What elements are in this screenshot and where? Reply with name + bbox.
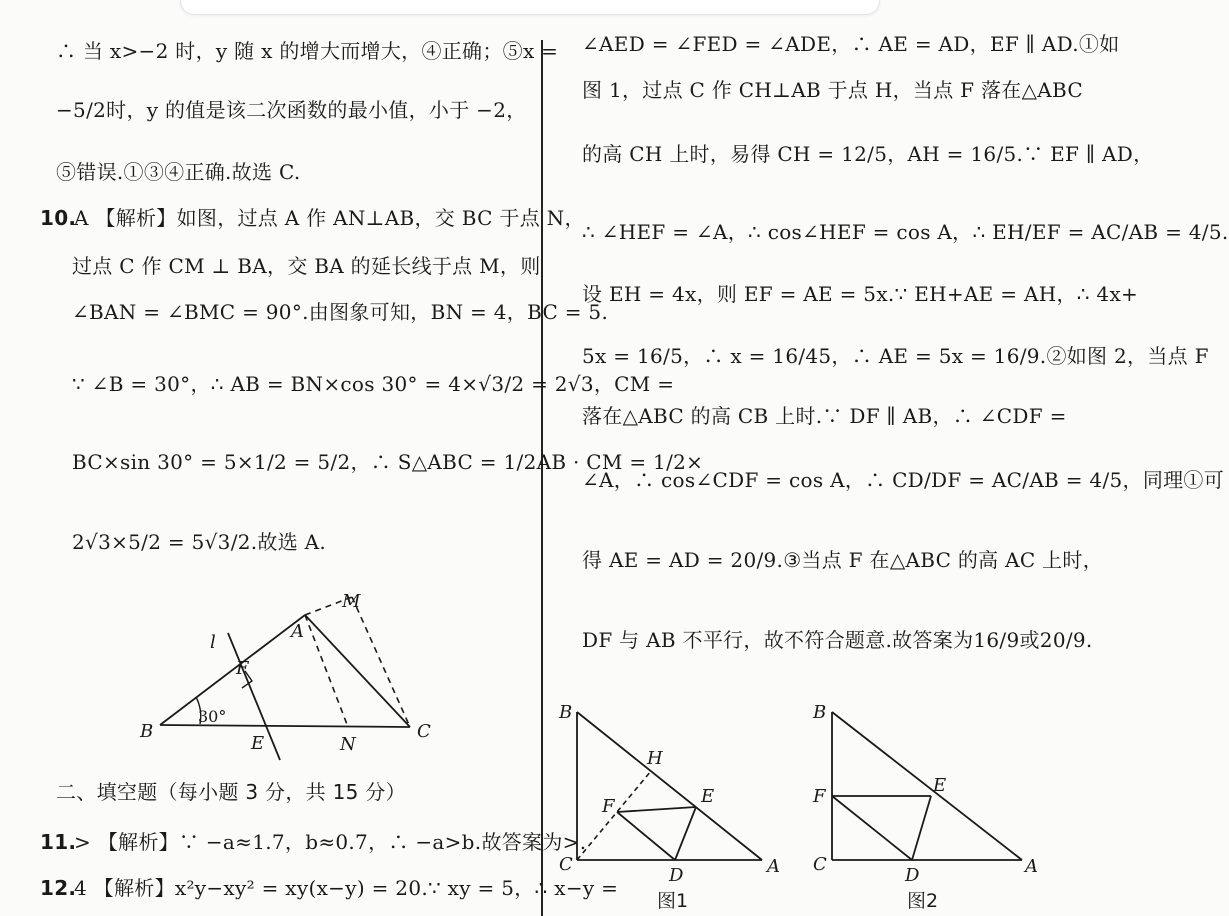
section-title: 二、填空题（每小题 3 分，共 15 分） [56, 780, 406, 804]
fig2-segment-fd [832, 796, 912, 860]
left-line-9: 2√3×5/2 = 5√3/2.故选 A. [72, 530, 327, 554]
point-a-label: A [291, 621, 304, 642]
top-toolbar [180, 0, 880, 15]
right-line-7: 落在△ABC 的高 CB 上时.∵ DF ∥ AB，∴ ∠CDF = [582, 404, 1067, 428]
fig2-segment-ed [912, 796, 931, 860]
figure-2-caption: 图2 [907, 890, 939, 912]
fig2-point-f: F [813, 786, 826, 807]
point-b-label: B [140, 721, 154, 742]
figure-1 [557, 700, 797, 885]
fig1-point-a: A [767, 856, 780, 877]
fig2-point-b: B [813, 702, 827, 723]
fig1-segment-fe [617, 807, 696, 812]
fig1-point-f: F [602, 796, 615, 817]
right-line-9: 得 AE = AD = 20/9.③当点 F 在△ABC 的高 AC 上时， [582, 548, 1104, 572]
right-line-5: 设 EH = 4x，则 EF = AE = 5x.∵ EH+AE = AH，∴ 4x+ [582, 282, 1139, 306]
segment-ba [160, 615, 305, 725]
q12-number: 12. [40, 876, 77, 900]
point-c-label: C [417, 721, 431, 742]
line-l-label: l [210, 632, 216, 653]
fig2-point-e: E [933, 775, 947, 796]
left-line-2: −5/2时，y 的值是该二次函数的最小值，小于 −2， [56, 98, 527, 122]
fig1-segment-ed [675, 807, 696, 860]
right-line-6: 5x = 16/5，∴ x = 16/45，∴ AE = 5x = 16/9.②如图 2，当点 F [582, 344, 1209, 368]
fig1-segment-ba [577, 712, 762, 860]
fig1-point-c: C [559, 854, 573, 875]
right-line-8: ∠A，∴ cos∠CDF = cos A，∴ CD/DF = AC/AB = 4/5，同理①可 [582, 468, 1225, 492]
column-divider [541, 40, 543, 916]
fig1-point-b: B [559, 702, 573, 723]
fig2-segment-ba [832, 712, 1022, 860]
point-e-label: E [251, 733, 265, 754]
right-line-2: 图 1，过点 C 作 CH⊥AB 于点 H，当点 F 落在△ABC [582, 78, 1083, 102]
fig2-point-d: D [905, 865, 920, 886]
segment-ac [305, 615, 410, 727]
left-line-1: ∴ 当 x>−2 时，y 随 x 的增大而增大，④正确；⑤x = [56, 39, 559, 63]
q11-number: 11. [40, 830, 77, 854]
right-line-1: ∠AED = ∠FED = ∠ADE，∴ AE = AD，EF ∥ AD.①如 [582, 32, 1120, 56]
fig2-point-a: A [1025, 856, 1038, 877]
q11-text: > 【解析】∵ −a≈1.7，b≈0.7，∴ −a>b.故答案为>. [74, 830, 587, 854]
point-m-label: M [342, 591, 361, 612]
left-line-3: ⑤错误.①③④正确.故选 C. [56, 160, 301, 184]
dashed-mc [352, 597, 410, 727]
left-line-6: ∠BAN = ∠BMC = 90°.由图象可知，BN = 4，BC = 5. [72, 300, 609, 324]
right-line-10: DF 与 AB 不平行，故不符合题意.故答案为16/9或20/9. [582, 628, 1093, 652]
fig1-point-h: H [647, 748, 663, 769]
dashed-an [305, 615, 348, 727]
fig1-point-e: E [701, 786, 715, 807]
q10-number: 10. [40, 206, 77, 230]
right-line-3: 的高 CH 上时，易得 CH = 12/5，AH = 16/5.∵ EF ∥ AD， [582, 142, 1154, 166]
figure-q10 [130, 585, 450, 785]
point-f-label: F [236, 658, 249, 679]
left-line-8: BC×sin 30° = 5×1/2 = 5/2，∴ S△ABC = 1/2AB · CM = 1/2× [72, 450, 704, 474]
right-line-4: ∴ ∠HEF = ∠A，∴ cos∠HEF = cos A，∴ EH/EF = AC/AB = 4/5. [582, 220, 1229, 244]
left-line-4: A 【解析】如图，过点 A 作 AN⊥AB，交 BC 于点 N， [74, 206, 585, 230]
figure-1-caption: 图1 [657, 890, 689, 912]
fig2-point-c: C [813, 854, 827, 875]
q12-text: 4 【解析】x²y−xy² = xy(x−y) = 20.∵ xy = 5，∴ x−y = [74, 876, 619, 900]
fig1-segment-fd [617, 812, 675, 860]
left-line-7: ∵ ∠B = 30°，∴ AB = BN×cos 30° = 4×√3/2 = 2√3，CM = [72, 372, 675, 396]
angle-30-label: 30° [198, 707, 227, 726]
figure-2 [807, 700, 1052, 885]
left-line-5: 过点 C 作 CM ⊥ BA，交 BA 的延长线于点 M，则 [72, 254, 541, 278]
fig1-point-d: D [669, 865, 684, 886]
point-n-label: N [340, 734, 356, 755]
